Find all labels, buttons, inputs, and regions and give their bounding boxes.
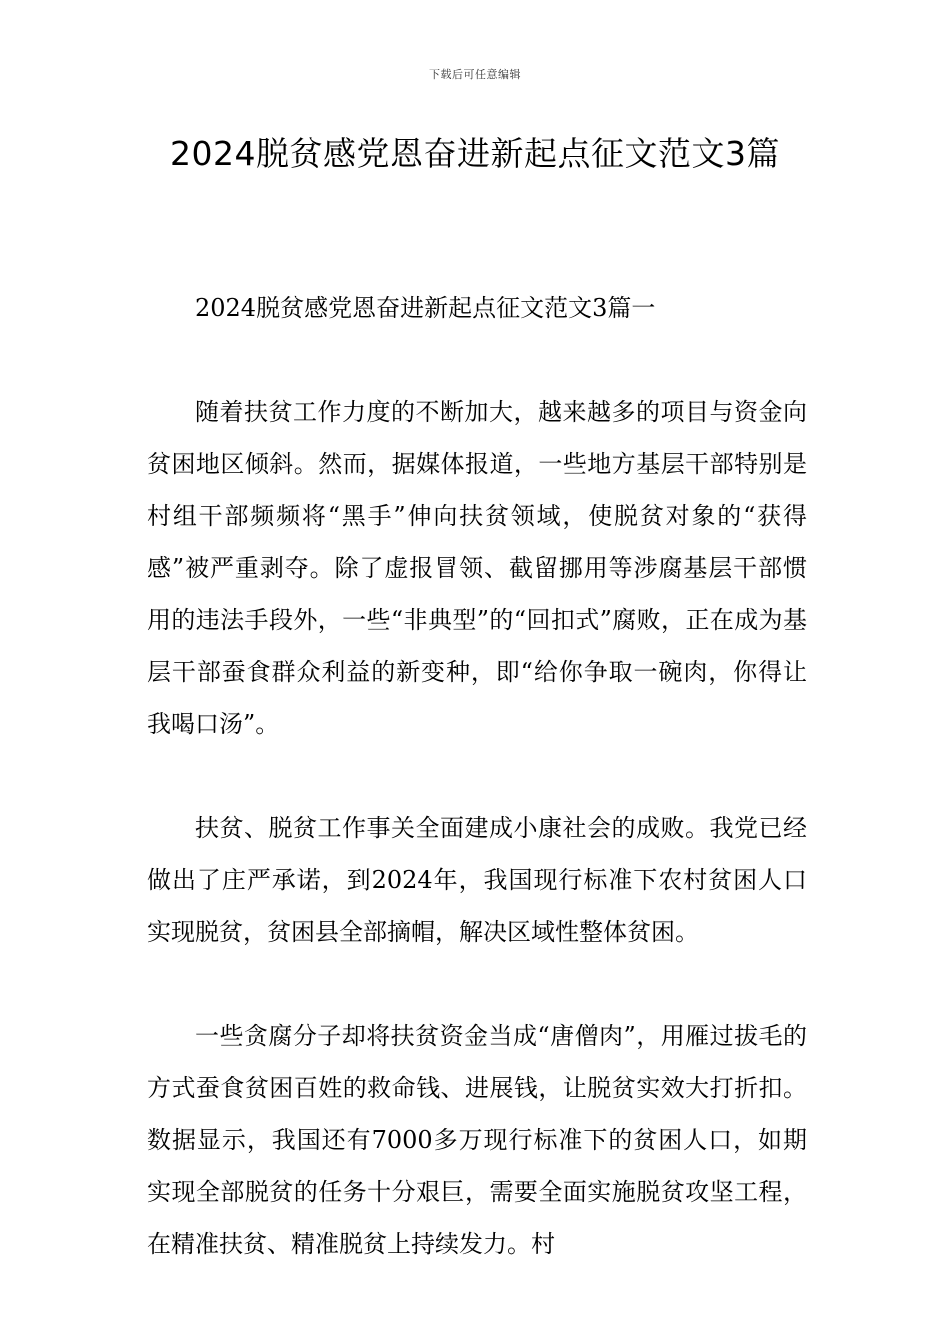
section-heading: 2024脱贫感党恩奋进新起点征文范文3篇一	[195, 294, 656, 322]
paragraph-3: 一些贪腐分子却将扶贫资金当成“唐僧肉”，用雁过拔毛的方式蚕食贫困百姓的救命钱、进展钱，让脱贫实效大打折扣。数据显示，我国还有7000多万现行标准下的贫困人口，如期实现全部脱贫的任务十分艰巨，需要全面实施脱贫攻坚工程，在精准扶贫、精准脱贫上持续发力。村	[147, 1022, 807, 1258]
paragraph-1: 随着扶贫工作力度的不断加大，越来越多的项目与资金向贫困地区倾斜。然而，据媒体报道，一些地方基层干部特别是村组干部频频将“黑手”伸向扶贫领域，使脱贫对象的“获得感”被严重剥夺。除了虚报冒领、截留挪用等涉腐基层干部惯用的违法手段外，一些“非典型”的“回扣式”腐败，正在成为基层干部蚕食群众利益的新变种，即“给你争取一碗肉，你得让我喝口汤”。	[147, 398, 807, 738]
document-title: 2024脱贫感党恩奋进新起点征文范文3篇	[170, 134, 780, 173]
header-note: 下载后可任意编辑	[429, 68, 521, 81]
document-body	[147, 282, 807, 1322]
paragraph-2: 扶贫、脱贫工作事关全面建成小康社会的成败。我党已经做出了庄严承诺，到2024年，我国现行标准下农村贫困人口实现脱贫，贫困县全部摘帽，解决区域性整体贫困。	[147, 814, 807, 946]
